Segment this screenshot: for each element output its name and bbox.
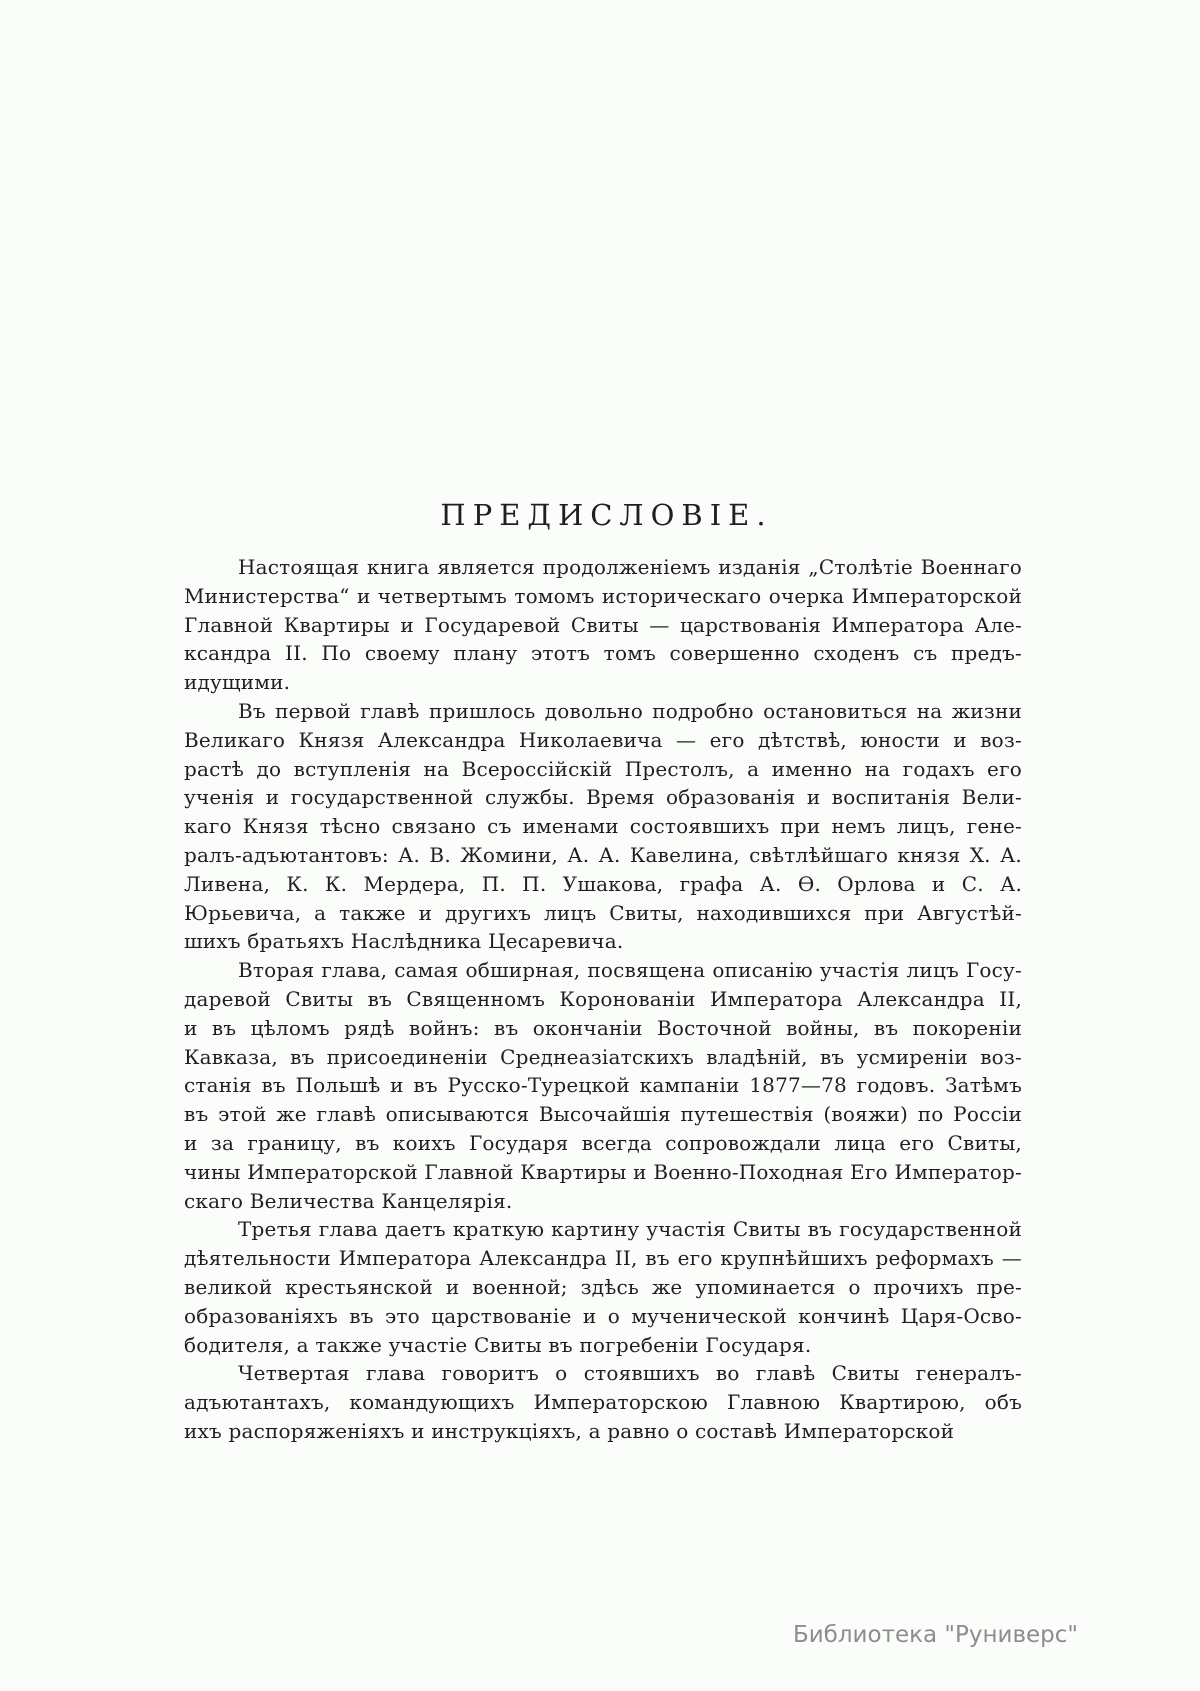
text-line: ралъ-адъютантовъ: А. В. Жомини, А. А. Кавелина, свѣтлѣйшаго князя Х. А. (184, 842, 1022, 867)
text-line: Въ первой главѣ пришлось довольно подробно остановиться на жизни (238, 698, 1022, 723)
text-line: чины Императорской Главной Квартиры и Военно-Походная Его Император- (184, 1159, 1022, 1184)
text-line: дѣятельности Императора Александра II, въ его крупнѣйшихъ реформахъ — (184, 1246, 1022, 1271)
text-line: Настоящая книга является продолженіемъ изданія „Столѣтіе Военнаго (238, 555, 1022, 579)
text-line: даревой Свиты въ Священномъ Коронованіи Императора Александра II, (184, 986, 1022, 1011)
text-line: идущими. (184, 670, 291, 695)
text-line: Кавказа, въ присоединеніи Среднеазіатскихъ владѣній, въ усмиреніи воз- (184, 1044, 1022, 1069)
text-line: ксандра II. По своему плану этотъ томъ совершенно сходенъ съ предъ- (184, 641, 1022, 666)
paragraph (184, 553, 1022, 697)
library-watermark: Библиотека "Руниверс" (792, 1622, 1078, 1648)
paragraph (184, 1359, 1022, 1445)
text-line: ихъ распоряженіяхъ и инструкціяхъ, а равно о составѣ Императорской (184, 1418, 955, 1443)
text-line: бодителя, а также участіе Свиты въ погребеніи Государя. (184, 1332, 812, 1357)
preface-text-block (184, 553, 1022, 1446)
paragraph (184, 956, 1022, 1215)
text-line: станія въ Польшѣ и въ Русско-Турецкой кампаніи 1877—78 годовъ. Затѣмъ (184, 1073, 1022, 1098)
text-line: образованіяхъ въ это царствованіе и о мученической кончинѣ Царя-Осво- (184, 1303, 1022, 1328)
text-line: въ этой же главѣ описываются Высочайшія путешествія (вояжи) по Россіи (184, 1102, 1022, 1127)
text-line: Министерства“ и четвертымъ томомъ историческаго очерка Императорской (184, 583, 1022, 608)
paragraph (184, 697, 1022, 956)
text-line: Четвертая глава говоритъ о стоявшихъ во главѣ Свиты генералъ- (238, 1361, 1022, 1386)
text-line: Третья глава даетъ краткую картину участія Свиты въ государственной (238, 1217, 1022, 1242)
text-line: и за границу, въ коихъ Государя всегда сопровождали лица его Свиты, (184, 1130, 1022, 1155)
text-line: адъютантахъ, командующихъ Императорскою Главною Квартирою, объ (184, 1390, 1022, 1415)
text-line: Ливена, К. К. Мердера, П. П. Ушакова, графа А. Ѳ. Орлова и С. А. (184, 871, 1022, 896)
text-line: и въ цѣломъ рядѣ войнъ: въ окончаніи Восточной войны, въ покореніи (184, 1015, 1022, 1040)
text-line: ученія и государственной службы. Время образованія и воспитанія Вели- (184, 785, 1022, 810)
paragraph (184, 1215, 1022, 1359)
text-line: великой крестьянской и военной; здѣсь же упоминается о прочихъ пре- (184, 1274, 1022, 1299)
text-line: Главной Квартиры и Государевой Свиты — царствованія Императора Але- (184, 612, 1022, 637)
page-title: ПРЕДИСЛОВІЕ. (440, 498, 773, 532)
text-line: Великаго Князя Александра Николаевича — его дѣтствѣ, юности и воз- (184, 727, 1022, 752)
text-line: каго Князя тѣсно связано съ именами состоявшихъ при немъ лицъ, гене- (184, 814, 1022, 839)
text-line: растѣ до вступленія на Всероссійскій Престолъ, а именно на годахъ его (184, 756, 1022, 781)
text-line: Вторая глава, самая обширная, посвящена описанію участія лицъ Госу- (238, 958, 1022, 983)
text-line: шихъ братьяхъ Наслѣдника Цесаревича. (184, 929, 624, 954)
text-line: Юрьевича, а также и другихъ лицъ Свиты, находившихся при Августѣй- (184, 900, 1022, 925)
text-line: скаго Величества Канцелярія. (184, 1188, 513, 1213)
